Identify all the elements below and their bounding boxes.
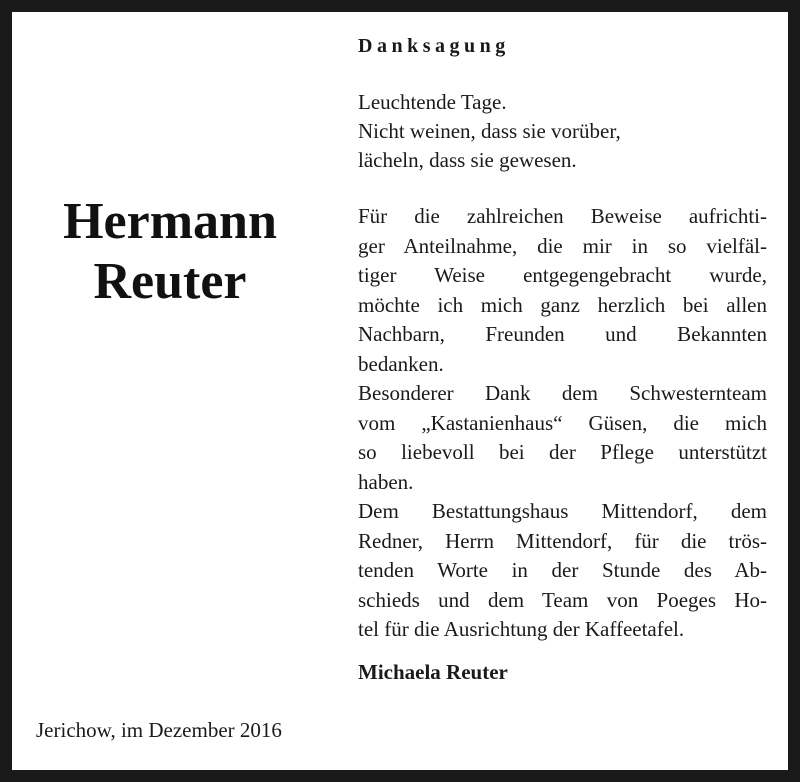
deceased-name	[20, 192, 320, 312]
body-line: Redner, Herrn Mittendorf, für die trös-	[358, 528, 767, 553]
body-line: vom „Kastanienhaus“ Güsen, die mich	[358, 410, 767, 435]
poem-block	[358, 88, 758, 175]
place-date: Jerichow, im Dezember 2016	[36, 718, 282, 742]
body-line: Für die zahlreichen Beweise aufrichti-	[358, 204, 767, 228]
body-line: bedanken.	[358, 351, 444, 376]
notice-heading: Danksagung	[358, 35, 510, 57]
body-line: ger Anteilnahme, die mir in so vielfäl-	[358, 233, 767, 258]
deceased-last-name: Reuter	[93, 253, 247, 310]
body-line: tiger Weise entgegengebracht wurde,	[358, 263, 767, 287]
body-line: Nachbarn, Freunden und Bekannten	[358, 322, 767, 346]
poem-line: lächeln, dass sie gewesen.	[358, 148, 577, 172]
body-line: tenden Worte in der Stunde des Ab-	[358, 558, 767, 582]
body-line: möchte ich mich ganz herzlich bei allen	[358, 292, 767, 317]
body-line: haben.	[358, 469, 414, 494]
poem-line: Leuchtende Tage.	[358, 90, 507, 114]
thank-you-text	[358, 202, 767, 645]
signature: Michaela Reuter	[358, 660, 508, 684]
poem-line: Nicht weinen, dass sie vorüber,	[358, 119, 621, 143]
deceased-first-name: Hermann	[63, 193, 277, 250]
body-line: tel für die Ausrichtung der Kaffeetafel.	[358, 617, 685, 641]
body-line: schieds und dem Team von Poeges Ho-	[358, 587, 767, 612]
body-line: Besonderer Dank dem Schwesternteam	[358, 381, 767, 405]
body-line: so liebevoll bei der Pflege unterstützt	[358, 440, 767, 464]
body-line: Dem Bestattungshaus Mittendorf, dem	[358, 499, 767, 523]
